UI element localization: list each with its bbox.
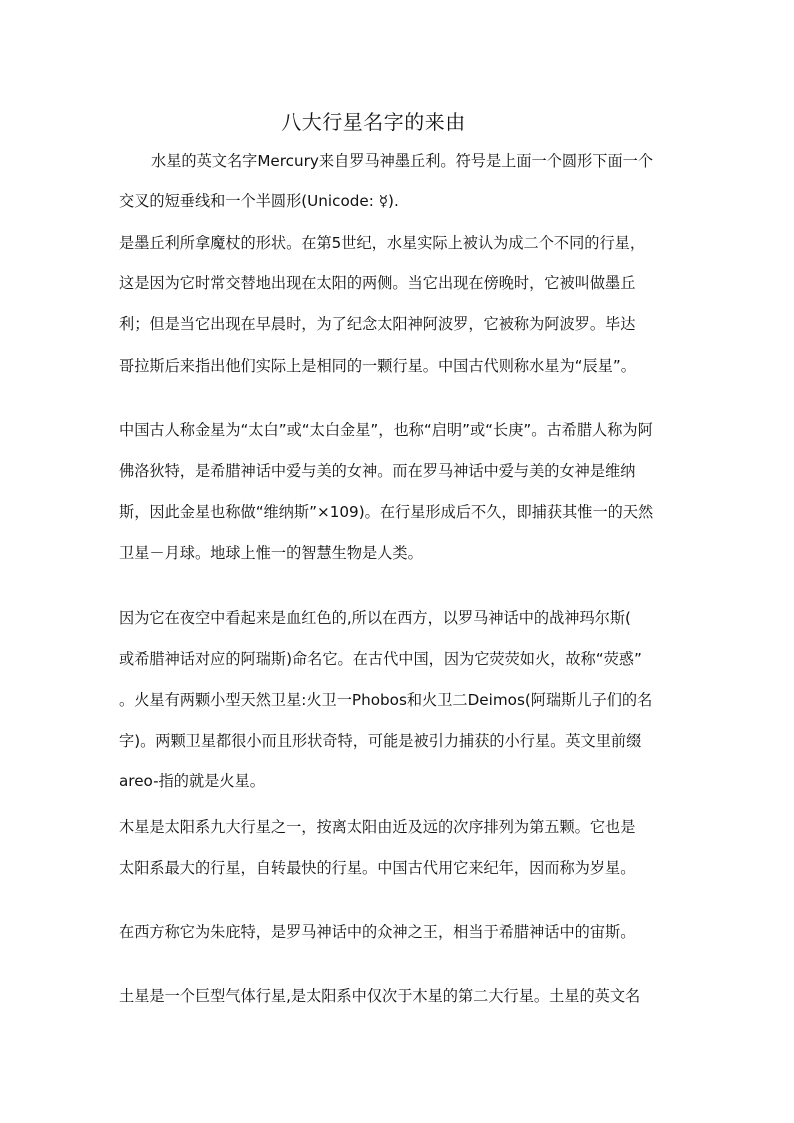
text-line: 字)。两颗卫星都很小而且形状奇特，可能是被引力捕获的小行星。英文里前缀 <box>119 732 642 750</box>
text-line: 土星是一个巨型气体行星,是太阳系中仅次于木星的第二大行星。土星的英文名 <box>119 987 641 1005</box>
text-line: 中国古人称金星为“太白”或“太白金星”，也称“启明”或“长庚”。古希腊人称为阿 <box>119 421 653 439</box>
text-line: 太阳系最大的行星，自转最快的行星。中国古代用它来纪年，因而称为岁星。 <box>119 859 636 877</box>
text-line: 是墨丘利所拿魔杖的形状。在第5世纪，水星实际上被认为成二个不同的行星， <box>119 234 646 252</box>
text-line: 利；但是当它出现在早晨时，为了纪念太阳神阿波罗，它被称为阿波罗。毕达 <box>119 315 636 333</box>
text-line: 这是因为它时常交替地出现在太阳的两侧。当它出现在傍晚时，它被叫做墨丘 <box>119 274 636 292</box>
text-line: 斯，因此金星也称做“维纳斯”×109)。在行星形成后不久，即捕获其惟一的天然 <box>119 503 654 521</box>
text-line: 或希腊神话对应的阿瑞斯)命名它。在古代中国，因为它荧荧如火，故称“荧惑” <box>119 650 642 668</box>
text-line: areo-指的就是火星。 <box>119 772 265 790</box>
document-title: 八大行星名字的来由 <box>281 110 466 134</box>
text-line: 佛洛狄特，是希腊神话中爱与美的女神。而在罗马神话中爱与美的女神是维纳 <box>119 462 636 480</box>
text-line: 卫星－月球。地球上惟一的智慧生物是人类。 <box>119 544 423 562</box>
text-line: 哥拉斯后来指出他们实际上是相同的一颗行星。中国古代则称水星为“辰星”。 <box>119 357 636 375</box>
text-line: 水星的英文名字Mercury来自罗马神墨丘利。符号是上面一个圆形下面一个 <box>151 152 654 170</box>
text-line: 木星是太阳系九大行星之一，按离太阳由近及远的次序排列为第五颗。它也是 <box>119 818 636 836</box>
text-line: 。火星有两颗小型天然卫星:火卫一Phobos和火卫二Deimos(阿瑞斯儿子们的名 <box>119 691 653 709</box>
text-line: 交叉的短垂线和一个半圆形(Unicode: ☿). <box>119 192 399 210</box>
text-line: 因为它在夜空中看起来是血红色的,所以在西方，以罗马神话中的战神玛尔斯( <box>119 609 631 627</box>
text-line: 在西方称它为朱庇特，是罗马神话中的众神之王，相当于希腊神话中的宙斯。 <box>119 923 636 941</box>
